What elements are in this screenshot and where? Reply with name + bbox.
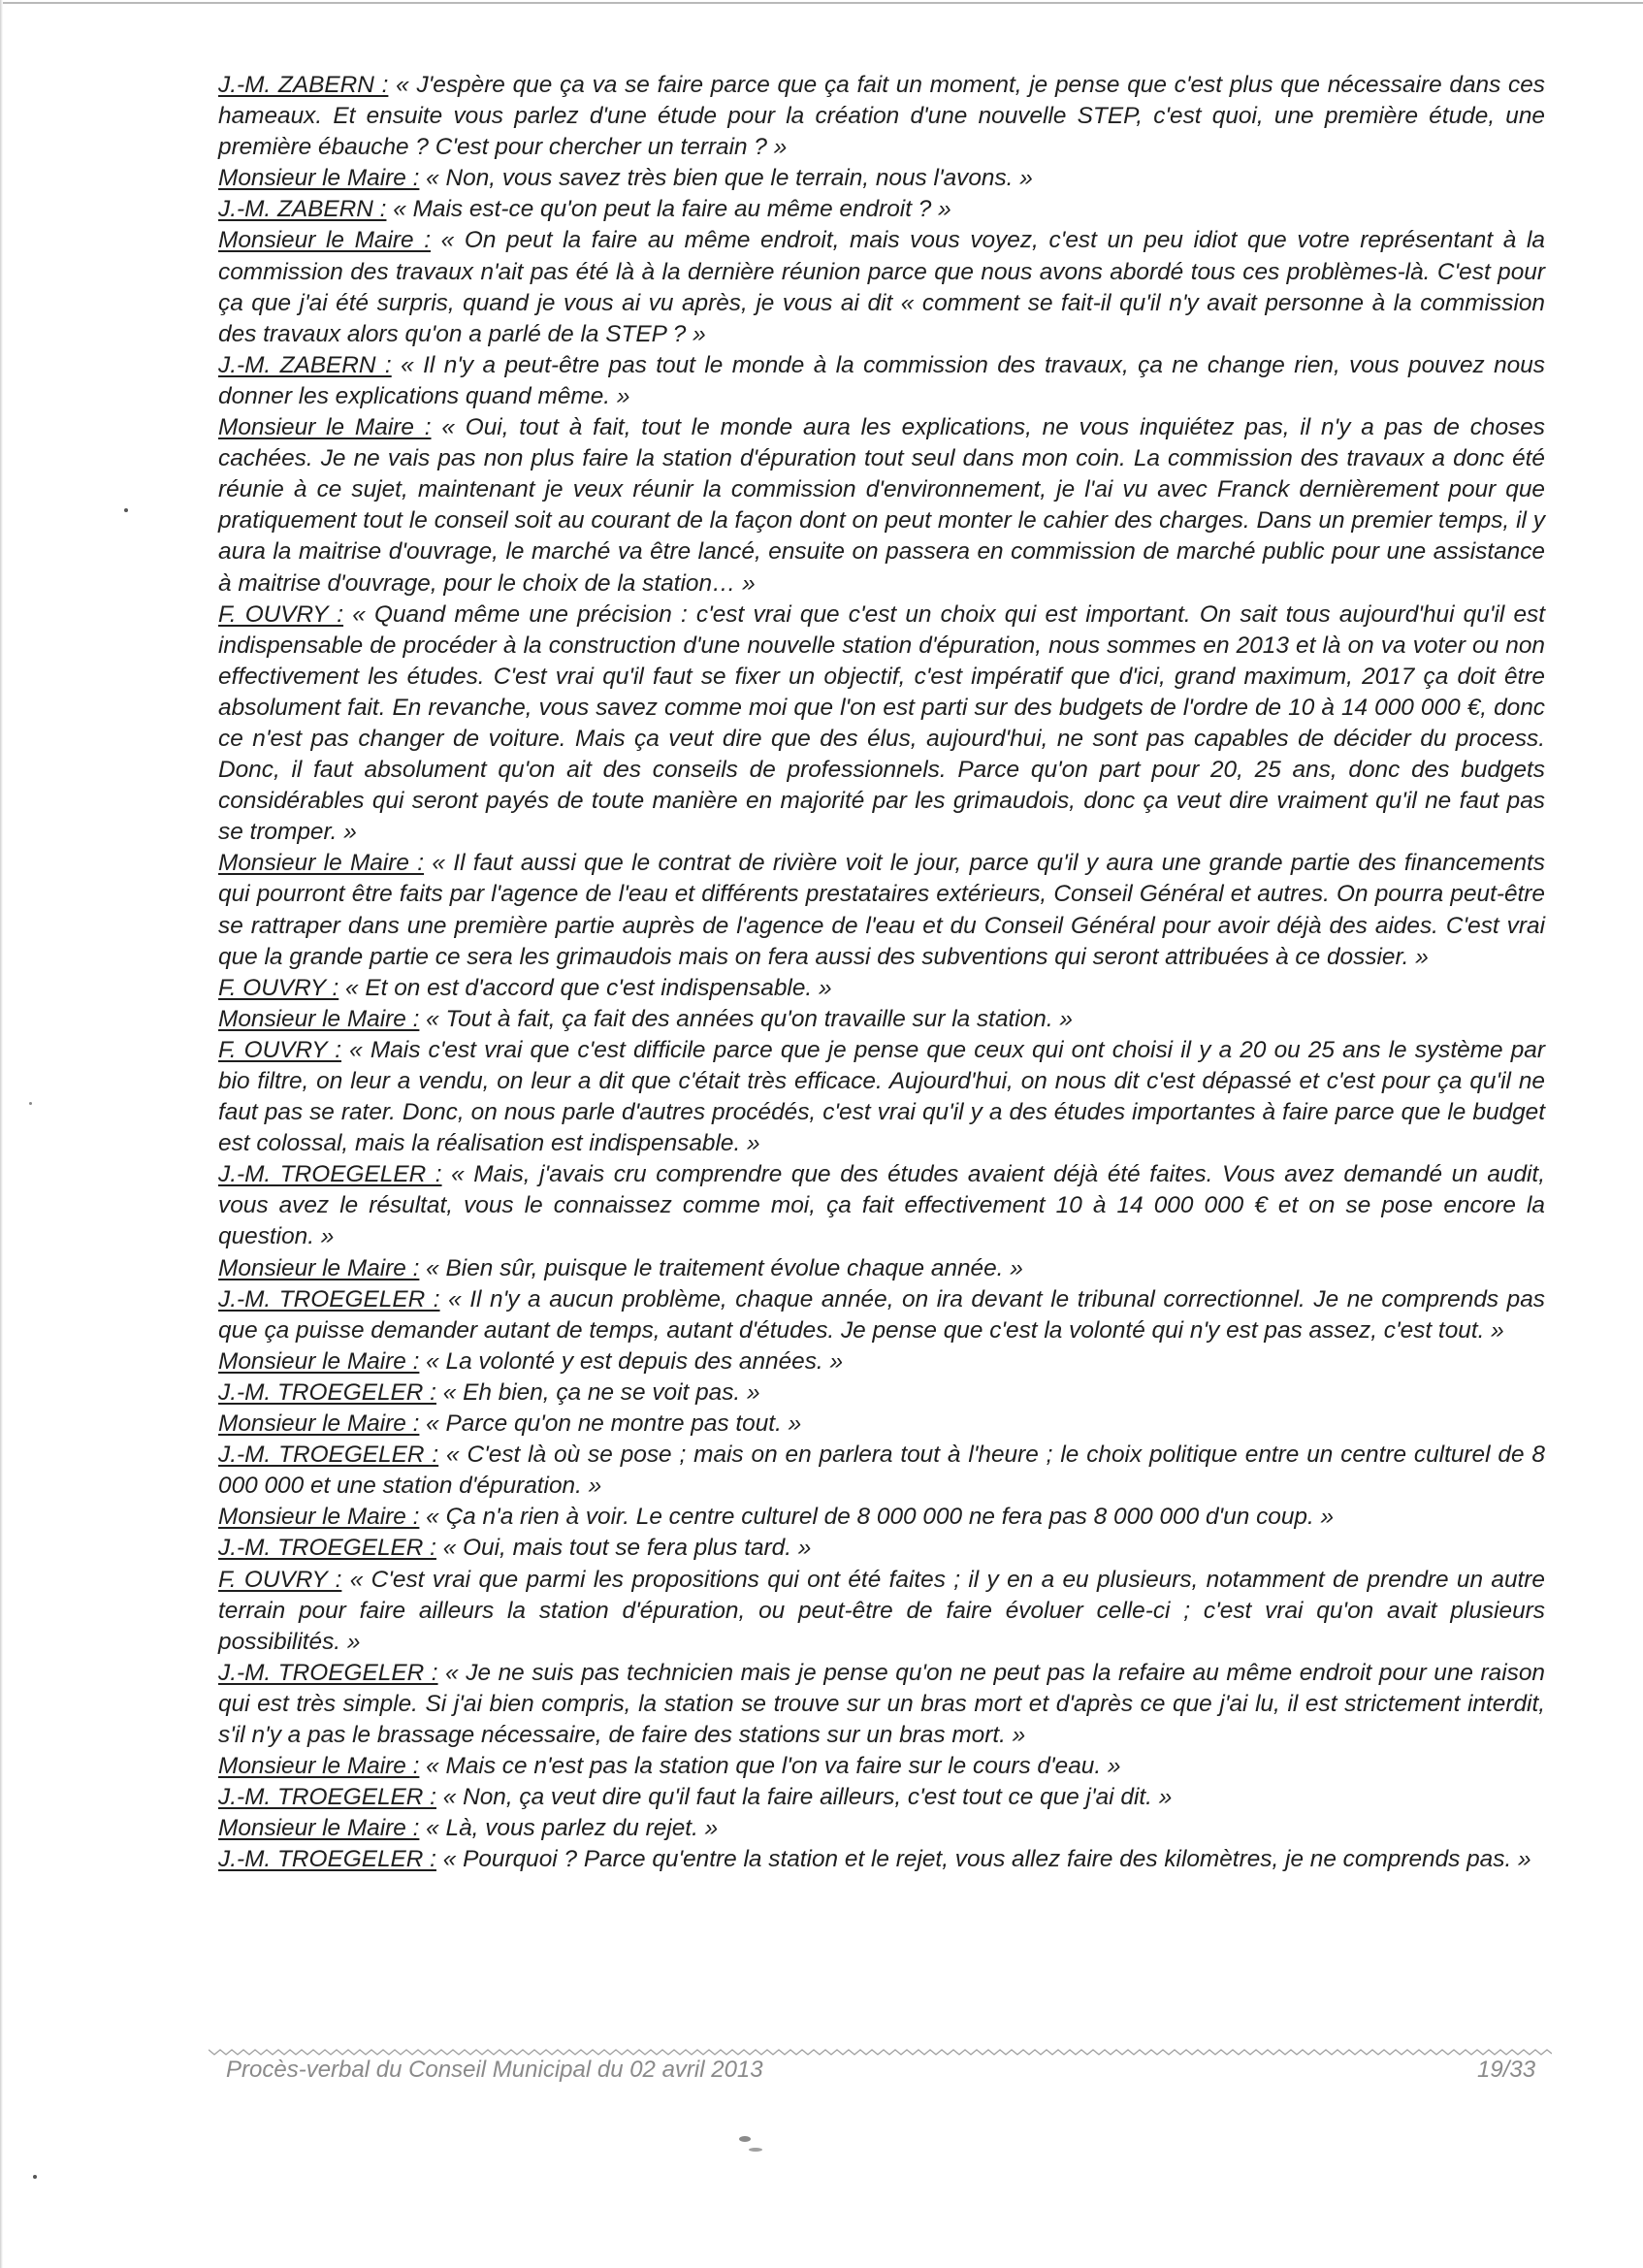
- speaker-name: J.-M. ZABERN :: [218, 351, 392, 378]
- dialogue-entry: [218, 225, 1545, 349]
- speech-text: « Pourquoi ? Parce qu'entre la station et le rejet, vous allez faire des kilomètres, je ne comprends pas. »: [435, 1846, 1531, 1873]
- footer-document-title: Procès-verbal du Conseil Municipal du 02 avril 2013: [226, 2057, 763, 2083]
- dialogue-entry: [218, 848, 1545, 972]
- speaker-name: Monsieur le Maire :: [218, 1410, 420, 1438]
- speaker-name: J.-M. TROEGELER :: [218, 1535, 436, 1562]
- dialogue-entry: [218, 412, 1545, 599]
- speaker-name: F. OUVRY :: [218, 600, 344, 628]
- speaker-name: J.-M. TROEGELER :: [218, 1378, 436, 1406]
- page-left-edge: [0, 0, 3, 2268]
- speaker-name: Monsieur le Maire :: [218, 1753, 420, 1780]
- dialogue-entry: [218, 350, 1545, 412]
- speech-text: « C'est là où se pose ; mais on en parlera tout à l'heure ; le choix politique entre un centre culturel de 8 000 000 et une station d'épuration. »: [218, 1442, 1545, 1500]
- dialogue-entry: [218, 973, 1545, 1004]
- scan-speck: [124, 508, 128, 512]
- speaker-name: J.-M. ZABERN :: [218, 72, 389, 98]
- dialogue-entry: [218, 1502, 1545, 1533]
- dialogue-entry: [218, 1004, 1545, 1035]
- dialogue-entry: [218, 599, 1545, 849]
- dialogue-entry: [218, 1844, 1545, 1875]
- speaker-name: Monsieur le Maire :: [218, 1254, 420, 1281]
- speech-text: « Mais c'est vrai que c'est difficile parce que je pense que ceux qui ont choisi il y a 20 ou 25 ans le système par bio filtre, on leur a vendu, on leur a dit que c'était très efficace. Aujourd'hui, on nous dit c'est dépassé et c'est pour ça qu'il ne faut pas se rater. Donc, on nous parle d'autres procédés, c'est vrai qu'il y a des études importantes à faire parce que le budget est colossal, mais la réalisation est indispensable. »: [218, 1036, 1545, 1157]
- speech-text: « Il faut aussi que le contrat de rivière voit le jour, parce qu'il y aura une grande partie des financements qui pourront être faits par l'agence de l'eau et différents prestataires extérieurs, Conseil Général et autres. On pourra peut-être se rattraper dans une première partie auprès de l'agence de l'eau et du Conseil Général pour avoir déjà des aides. C'est vrai que la grande partie ce sera les grimaudois mais on fera aussi des subventions qui seront attribuées à ce dossier. »: [218, 850, 1545, 970]
- speaker-name: Monsieur le Maire :: [218, 1005, 420, 1032]
- speaker-name: J.-M. TROEGELER :: [218, 1285, 440, 1312]
- footer-zigzag-divider: [209, 2048, 1552, 2056]
- speaker-name: Monsieur le Maire :: [218, 1504, 420, 1531]
- speech-text: « Non, ça veut dire qu'il faut la faire ailleurs, c'est tout ce que j'ai dit. »: [435, 1784, 1173, 1811]
- speaker-name: Monsieur le Maire :: [218, 165, 420, 192]
- dialogue-entry: [218, 1346, 1545, 1377]
- speech-text: « Ça n'a rien à voir. Le centre culturel de 8 000 000 ne fera pas 8 000 000 d'un coup. »: [419, 1504, 1335, 1531]
- speaker-name: J.-M. ZABERN :: [218, 196, 387, 223]
- speech-text: « Bien sûr, puisque le traitement évolue chaque année. »: [419, 1254, 1023, 1281]
- dialogue-entry: [218, 1284, 1545, 1346]
- speech-text: « Et on est d'accord que c'est indispensable. »: [338, 974, 832, 1001]
- speaker-name: J.-M. TROEGELER :: [218, 1659, 438, 1686]
- dialogue-entry: [218, 1565, 1545, 1658]
- speech-text: « J'espère que ça va se faire parce que ça fait un moment, je pense que c'est plus que nécessaire dans ces hameaux. Et ensuite vous parlez d'une étude pour la création d'une nouvelle STEP, c'est quoi, une première étude, une première ébauche ? C'est pour chercher un terrain ? »: [218, 72, 1545, 161]
- speaker-name: Monsieur le Maire :: [218, 850, 425, 877]
- dialogue-entry: [218, 1409, 1545, 1440]
- speech-text: « Mais est-ce qu'on peut la faire au même endroit ? »: [386, 196, 951, 223]
- dialogue-entry: [218, 1658, 1545, 1751]
- dialogue-entry: [218, 1533, 1545, 1564]
- speech-text: « Il n'y a peut-être pas tout le monde à la commission des travaux, ça ne change rien, vous pouvez nous donner les explications quand même. »: [218, 351, 1546, 409]
- speech-text: « Oui, tout à fait, tout le monde aura les explications, ne vous inquiétez pas, il n'y a pas de choses cachées. Je ne vais pas non plus faire la station d'épuration tout seul dans mon coin. La commission des travaux a donc été réunie à ce sujet, maintenant je veux réunir la commission d'environnement, je l'ai vu avec Franck dernièrement pour que pratiquement tout le conseil soit au courant de la façon dont on peut monter le cahier des charges. Dans un premier temps, il y aura la maitrise d'ouvrage, le marché va être lancé, ensuite on passera en commission de marché public pour une assistance à maitrise d'ouvrage, pour le choix de la station… »: [218, 414, 1545, 597]
- speech-text: « Parce qu'on ne montre pas tout. »: [419, 1410, 802, 1438]
- speaker-name: F. OUVRY :: [218, 1036, 342, 1063]
- speech-text: « C'est vrai que parmi les propositions qui ont été faites ; il y en a eu plusieurs, notamment de prendre un autre terrain pour faire ailleurs la station d'épuration, ou peut-être de faire évoluer celle-ci ; c'est vrai qu'on avait plusieurs possibilités. »: [218, 1566, 1545, 1655]
- speaker-name: Monsieur le Maire :: [218, 414, 432, 441]
- speaker-name: J.-M. TROEGELER :: [218, 1442, 439, 1469]
- scan-speck: [749, 2148, 762, 2152]
- speech-text: « Oui, mais tout se fera plus tard. »: [435, 1535, 812, 1562]
- speech-text: « Tout à fait, ça fait des années qu'on travaille sur la station. »: [419, 1005, 1073, 1032]
- speaker-name: J.-M. TROEGELER :: [218, 1784, 436, 1811]
- speaker-name: Monsieur le Maire :: [218, 1815, 420, 1842]
- dialogue-entry: [218, 1440, 1545, 1502]
- dialogue-entry: [218, 1813, 1545, 1844]
- speech-text: « Non, vous savez très bien que le terrain, nous l'avons. »: [419, 165, 1033, 192]
- dialogue-entry: [218, 1782, 1545, 1813]
- footer-page-number: 19/33: [1477, 2057, 1536, 2083]
- speaker-name: F. OUVRY :: [218, 1566, 342, 1593]
- speaker-name: Monsieur le Maire :: [218, 227, 431, 254]
- dialogue-entry: [218, 70, 1545, 163]
- speech-text: « Là, vous parlez du rejet. »: [419, 1815, 719, 1842]
- dialogue-entry: [218, 1159, 1545, 1252]
- speech-text: « Je ne suis pas technicien mais je pense qu'on ne peut pas la refaire au même endroit pour une raison qui est très simple. Si j'ai bien compris, la station se trouve sur un bras mort et d'après ce que j'ai lu, il est strictement interdit, s'il n'y a pas le brassage nécessaire, de faire des stations sur un bras mort. »: [218, 1659, 1545, 1748]
- dialogue-entry: [218, 1253, 1545, 1284]
- speech-text: « Mais, j'avais cru comprendre que des études avaient déjà été faites. Vous avez demandé un audit, vous avez le résultat, vous le connaissez comme moi, ça fait effectivement 10 à 14 000 000 € et on se pose encore la question. »: [218, 1161, 1545, 1250]
- speech-text: « Il n'y a aucun problème, chaque année, on ira devant le tribunal correctionnel. Je ne comprends pas que ça puisse demander autant de temps, autant d'études. Je pense que c'est la volonté qui n'y est pas assez, c'est tout. »: [218, 1285, 1545, 1344]
- dialogue-entry: [218, 194, 1545, 225]
- dialogue-entry: [218, 1035, 1545, 1159]
- scan-speck: [29, 1102, 32, 1105]
- speaker-name: Monsieur le Maire :: [218, 1347, 420, 1375]
- speech-text: « Quand même une précision : c'est vrai que c'est un choix qui est important. On sait tous aujourd'hui qu'il est indispensable de procéder à la construction d'une nouvelle station d'épuration, nous sommes en 2013 et là on va voter ou non effectivement les études. C'est vrai qu'il faut se fixer un objectif, c'est impératif que d'ici, grand maximum, 2017 ça doit être absolument fait. En revanche, vous savez comme moi que l'on est parti sur des budgets de l'ordre de 10 à 14 000 000 €, donc ce n'est pas changer de voiture. Mais ça veut dire que des élus, aujourd'hui, ne sont pas capables de décider du process. Donc, il faut absolument qu'on ait des conseils de professionnels. Parce qu'on part pour 20, 25 ans, donc des budgets considérables qui seront payés de toute manière en majorité par les grimaudois, donc ça veut dire vraiment qu'il ne faut pas se tromper. »: [218, 600, 1546, 846]
- dialogue-entry: [218, 163, 1545, 194]
- speaker-name: J.-M. TROEGELER :: [218, 1846, 436, 1873]
- dialogue-entry: [218, 1751, 1545, 1782]
- speech-text: « On peut la faire au même endroit, mais vous voyez, c'est un peu idiot que votre représentant à la commission des travaux n'ait pas été là à la dernière réunion parce que nous avons abordé tous ces problèmes-là. C'est pour ça que j'ai été surpris, quand je vous ai vu après, je vous ai dit « comment se fait-il qu'il n'y avait personne à la commission des travaux alors qu'on a parlé de la STEP ? »: [218, 227, 1545, 347]
- speaker-name: F. OUVRY :: [218, 974, 339, 1001]
- speaker-name: J.-M. TROEGELER :: [218, 1161, 442, 1188]
- document-body: [218, 70, 1545, 1875]
- page-top-edge: [0, 2, 1643, 4]
- speech-text: « Mais ce n'est pas la station que l'on va faire sur le cours d'eau. »: [419, 1753, 1121, 1780]
- scan-speck: [33, 2175, 37, 2179]
- speech-text: « La volonté y est depuis des années. »: [419, 1347, 844, 1375]
- speech-text: « Eh bien, ça ne se voit pas. »: [435, 1378, 760, 1406]
- scan-speck: [739, 2136, 751, 2142]
- dialogue-entry: [218, 1377, 1545, 1409]
